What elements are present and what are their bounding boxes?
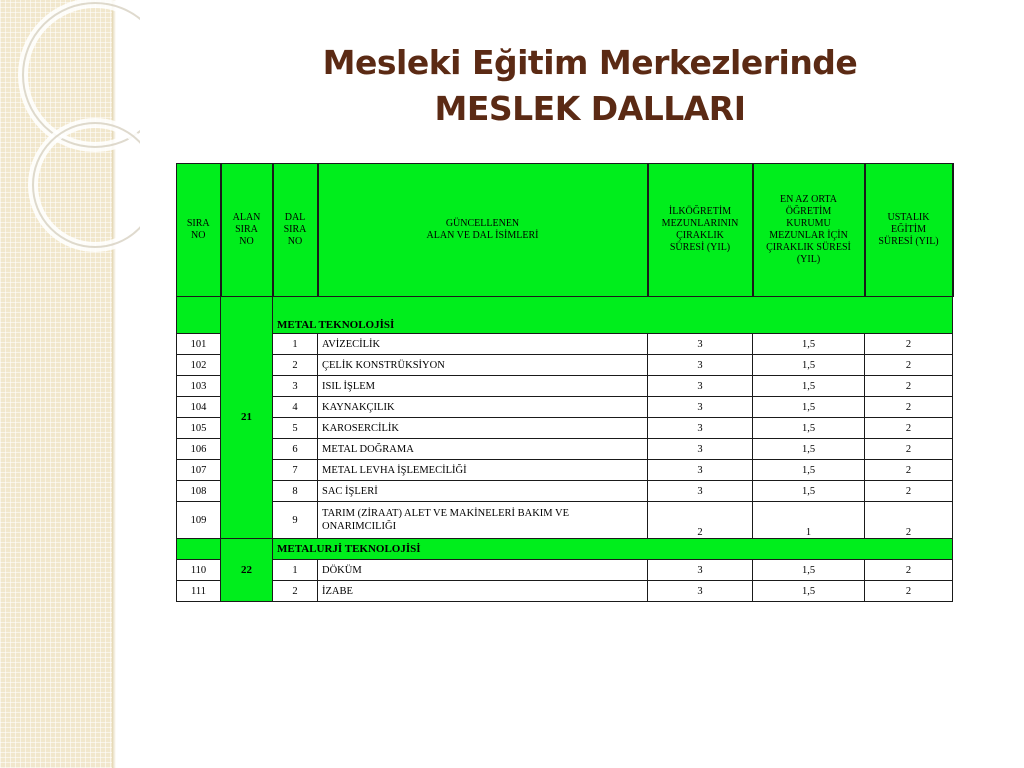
dal-no-cell: 6 (273, 439, 318, 460)
table-row (177, 334, 953, 355)
dal-name-cell: KAROSERCİLİK (318, 418, 648, 439)
sira-no-cell: 107 (177, 460, 221, 481)
dal-name-cell: DÖKÜM (318, 560, 648, 581)
ustalik-cell: 2 (865, 439, 953, 460)
orta-cell: 1,5 (753, 397, 865, 418)
dal-no-cell: 1 (273, 560, 318, 581)
dal-no-cell: 3 (273, 376, 318, 397)
decorative-rings (0, 0, 140, 260)
sira-no-cell: 101 (177, 334, 221, 355)
table-header-row (177, 164, 953, 297)
group-row-metalurji-teknolojisi (177, 539, 953, 560)
orta-cell: 1,5 (753, 355, 865, 376)
dal-name-cell: METAL LEVHA İŞLEMECİLİĞİ (318, 460, 648, 481)
ilkogretim-cell: 3 (648, 439, 753, 460)
ilkogretim-cell: 3 (648, 376, 753, 397)
dal-name-cell: KAYNAKÇILIK (318, 397, 648, 418)
table-row (177, 439, 953, 460)
orta-cell: 1,5 (753, 481, 865, 502)
ilkogretim-cell: 3 (648, 355, 753, 376)
orta-cell: 1,5 (753, 460, 865, 481)
dal-no-cell: 5 (273, 418, 318, 439)
ustalik-cell: 2 (865, 397, 953, 418)
ilkogretim-cell: 3 (648, 560, 753, 581)
ustalik-cell: 2 (865, 355, 953, 376)
ilkogretim-cell: 3 (648, 460, 753, 481)
dal-name-cell: ISIL İŞLEM (318, 376, 648, 397)
alan-no-cell: 22 (221, 539, 273, 602)
sira-no-cell: 109 (177, 502, 221, 539)
dal-no-cell: 8 (273, 481, 318, 502)
ilkogretim-cell: 2 (648, 502, 753, 539)
dal-no-cell: 7 (273, 460, 318, 481)
table-row (177, 560, 953, 581)
header-sira-no: SIRA NO (177, 164, 221, 297)
dal-name-cell: AVİZECİLİK (318, 334, 648, 355)
sira-no-cell: 108 (177, 481, 221, 502)
ustalik-cell: 2 (865, 560, 953, 581)
header-alan-ve-dal-isimleri: GÜNCELLENEN ALAN VE DAL İSİMLERİ (318, 164, 648, 297)
table-row (177, 460, 953, 481)
ilkogretim-cell: 3 (648, 581, 753, 602)
sira-no-cell: 111 (177, 581, 221, 602)
dal-name-cell: TARIM (ZİRAAT) ALET VE MAKİNELERİ BAKIM VE ONARIMCILIĞI (318, 502, 648, 539)
ilkogretim-cell: 3 (648, 397, 753, 418)
table-row (177, 376, 953, 397)
dal-no-cell: 2 (273, 355, 318, 376)
ilkogretim-cell: 3 (648, 418, 753, 439)
ustalik-cell: 2 (865, 376, 953, 397)
dal-no-cell: 1 (273, 334, 318, 355)
meslek-dallari-table (176, 163, 954, 602)
ustalik-cell: 2 (865, 460, 953, 481)
title-line-2: MESLEK DALLARI (434, 89, 746, 128)
sira-no-cell: 110 (177, 560, 221, 581)
sira-no-cell: 104 (177, 397, 221, 418)
ustalik-cell: 2 (865, 581, 953, 602)
orta-cell: 1,5 (753, 376, 865, 397)
orta-cell: 1,5 (753, 581, 865, 602)
orta-cell: 1,5 (753, 418, 865, 439)
title-line-1: Mesleki Eğitim Merkezlerinde (322, 43, 858, 82)
dal-no-cell: 2 (273, 581, 318, 602)
header-ilkogretim-suresi: İLKÖĞRETİM MEZUNLARININ ÇIRAKLIK SÜRESİ (YIL) (648, 164, 753, 297)
orta-cell: 1,5 (753, 439, 865, 460)
group-empty-cell (177, 297, 221, 334)
table-row (177, 397, 953, 418)
alan-no-cell: 21 (221, 297, 273, 539)
ilkogretim-cell: 3 (648, 481, 753, 502)
orta-cell: 1,5 (753, 560, 865, 581)
table-row (177, 581, 953, 602)
sira-no-cell: 106 (177, 439, 221, 460)
dal-name-cell: SAC İŞLERİ (318, 481, 648, 502)
dal-no-cell: 4 (273, 397, 318, 418)
header-orta-ogretim-suresi: EN AZ ORTA ÖĞRETİM KURUMU MEZUNLAR İÇİN ÇIRAKLIK SÜRESİ (YIL) (753, 164, 865, 297)
orta-cell: 1,5 (753, 334, 865, 355)
group-row-metal-teknolojisi (177, 297, 953, 334)
header-ustalik-suresi: USTALIK EĞİTİM SÜRESİ (YIL) (865, 164, 953, 297)
sira-no-cell: 103 (177, 376, 221, 397)
header-dal-sira-no: DAL SIRA NO (273, 164, 318, 297)
ustalik-cell: 2 (865, 418, 953, 439)
dal-name-cell: ÇELİK KONSTRÜKSİYON (318, 355, 648, 376)
sira-no-cell: 102 (177, 355, 221, 376)
dal-no-cell: 9 (273, 502, 318, 539)
orta-cell: 1 (753, 502, 865, 539)
dal-name-cell: İZABE (318, 581, 648, 602)
ustalik-cell: 2 (865, 502, 953, 539)
sira-no-cell: 105 (177, 418, 221, 439)
header-alan-sira-no: ALAN SIRA NO (221, 164, 273, 297)
table-row (177, 418, 953, 439)
table-row (177, 355, 953, 376)
table-row (177, 481, 953, 502)
group-title: METALURJİ TEKNOLOJİSİ (273, 539, 953, 560)
group-empty-cell (177, 539, 221, 560)
ustalik-cell: 2 (865, 481, 953, 502)
dal-name-cell: METAL DOĞRAMA (318, 439, 648, 460)
group-title: METAL TEKNOLOJİSİ (273, 297, 953, 334)
ustalik-cell: 2 (865, 334, 953, 355)
slide-title (230, 40, 950, 132)
ilkogretim-cell: 3 (648, 334, 753, 355)
table-row (177, 502, 953, 539)
